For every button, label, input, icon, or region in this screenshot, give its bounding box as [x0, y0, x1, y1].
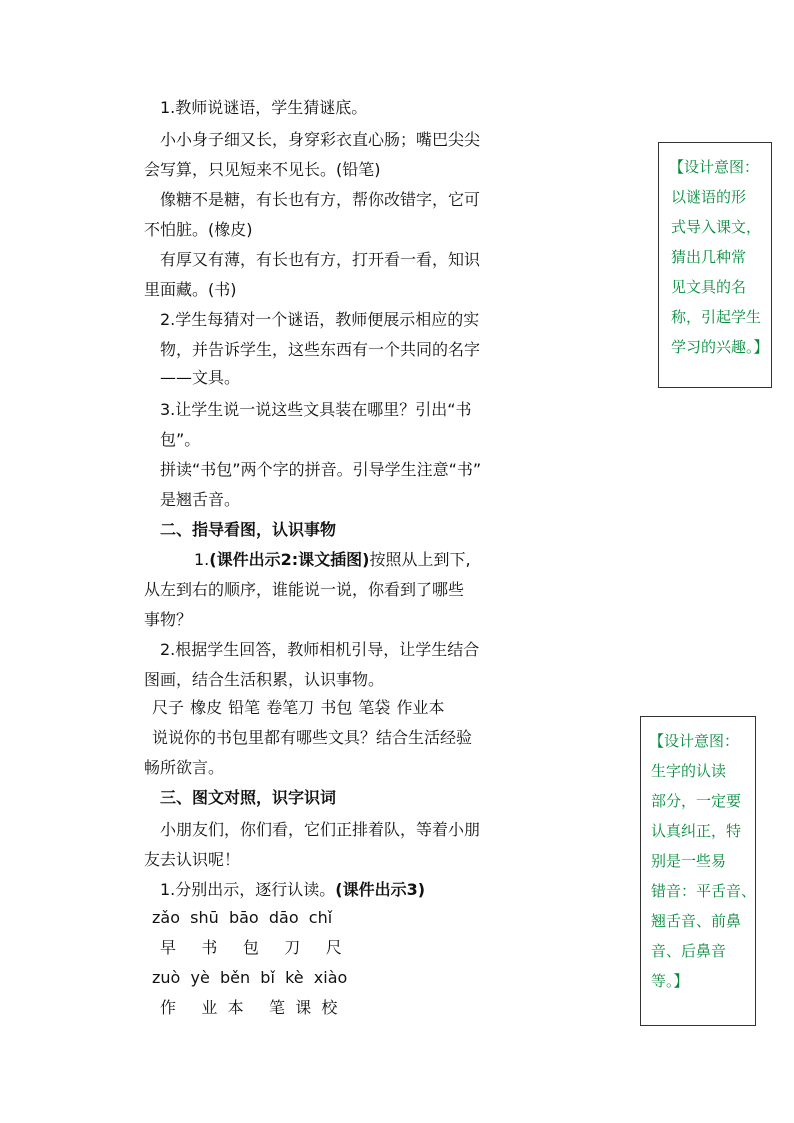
note-line: 生字的认读 [651, 762, 727, 780]
pinyin-row-1: zǎo shū bāo dāo chǐ [152, 908, 333, 927]
text-line-11: 3.让学生说一说这些文具装在哪里？引出“书 [160, 400, 472, 419]
stationery-list: 尺子 橡皮 铅笔 卷笔刀 书包 笔袋 作业本 [152, 698, 445, 717]
text-line-2: 小小身子细又长，身穿彩衣直心肠；嘴巴尖尖 [160, 130, 481, 149]
text-line-25: 小朋友们，你们看，它们正排着队，等着小朋 [160, 820, 481, 839]
note-line: 【设计意图： [669, 158, 760, 176]
pinyin-row-2: zuò yè běn bǐ kè xiào [152, 968, 348, 987]
text-line-4: 像糖不是糖，有长也有方，帮你改错字，它可 [160, 190, 481, 209]
text-line-6: 有厚又有薄，有长也有方，打开看一看，知识 [160, 250, 481, 269]
text-line-20: 图画，结合生活积累，认识事物。 [144, 670, 385, 689]
design-intent-note-2 [640, 716, 756, 1026]
note-line: 部分，一定要 [651, 792, 742, 810]
note-line: 音、后鼻音 [651, 942, 727, 960]
item-number: 1. [194, 550, 210, 569]
text-line-17: 从左到右的顺序，谁能说一说，你看到了哪些 [144, 580, 465, 599]
note-line: 见文具的名 [671, 278, 747, 296]
text-line-14: 是翘舌音。 [160, 490, 241, 509]
text-line-18: 事物？ [144, 610, 193, 629]
note-line: 以谜语的形 [671, 188, 747, 206]
note-line: 学习的兴趣。】 [671, 338, 769, 356]
text-line-23: 畅所欲言。 [144, 758, 225, 777]
hanzi-row-1: 早 书 包 刀 尺 [160, 938, 342, 957]
text-line-13: 拼读“书包”两个字的拼音。引导学生注意“书” [160, 460, 482, 479]
section-heading-2: 二、指导看图，认识事物 [160, 520, 337, 539]
text-line-3: 会写算，只见短来不见长。(铅笔) [144, 160, 381, 179]
text-line-26: 友去认识呢！ [144, 850, 241, 869]
text-line-10: ——文具。 [160, 368, 241, 387]
note-line: 别是一些易 [651, 852, 727, 870]
text-line-5: 不怕脏。(橡皮) [144, 220, 253, 239]
text-line-9: 物，并告诉学生，这些东西有一个共同的名字 [160, 340, 481, 359]
item-text: 按照从上到下, [369, 550, 471, 569]
hanzi-row-2: 作 业 本 笔 课 校 [160, 998, 338, 1017]
section-heading-3: 三、图文对照，识字识词 [160, 788, 337, 807]
note-line: 猜出几种常 [671, 248, 747, 266]
note-line: 认真纠正，特 [651, 822, 742, 840]
courseware-note-3: (课件出示3) [335, 880, 426, 899]
text-line-19: 2.根据学生回答，教师相机引导，让学生结合 [160, 640, 480, 659]
courseware-note-2: (课件出示2:课文插图) [209, 550, 370, 569]
note-line: 错音：平舌音、 [651, 882, 757, 900]
design-intent-note-1 [658, 142, 772, 388]
text-line-1: 1.教师说谜语，学生猜谜底。 [160, 98, 368, 117]
text-line-8: 2.学生每猜对一个谜语，教师便展示相应的实 [160, 310, 480, 329]
text-line-7: 里面藏。(书) [144, 280, 237, 299]
note-line: 翘舌音、前鼻 [651, 912, 742, 930]
note-line: 等。】 [651, 972, 689, 990]
text-line-22: 说说你的书包里都有哪些文具？结合生活经验 [152, 728, 473, 747]
note-line: 【设计意图： [649, 732, 740, 750]
text-line-16 [194, 550, 471, 570]
note-line: 称，引起学生 [671, 308, 762, 326]
text-line-12: 包”。 [160, 430, 201, 449]
note-line: 式导入课文， [671, 218, 762, 236]
item-text: 1.分别出示，逐行认读。 [160, 880, 336, 899]
text-line-27 [160, 880, 425, 900]
